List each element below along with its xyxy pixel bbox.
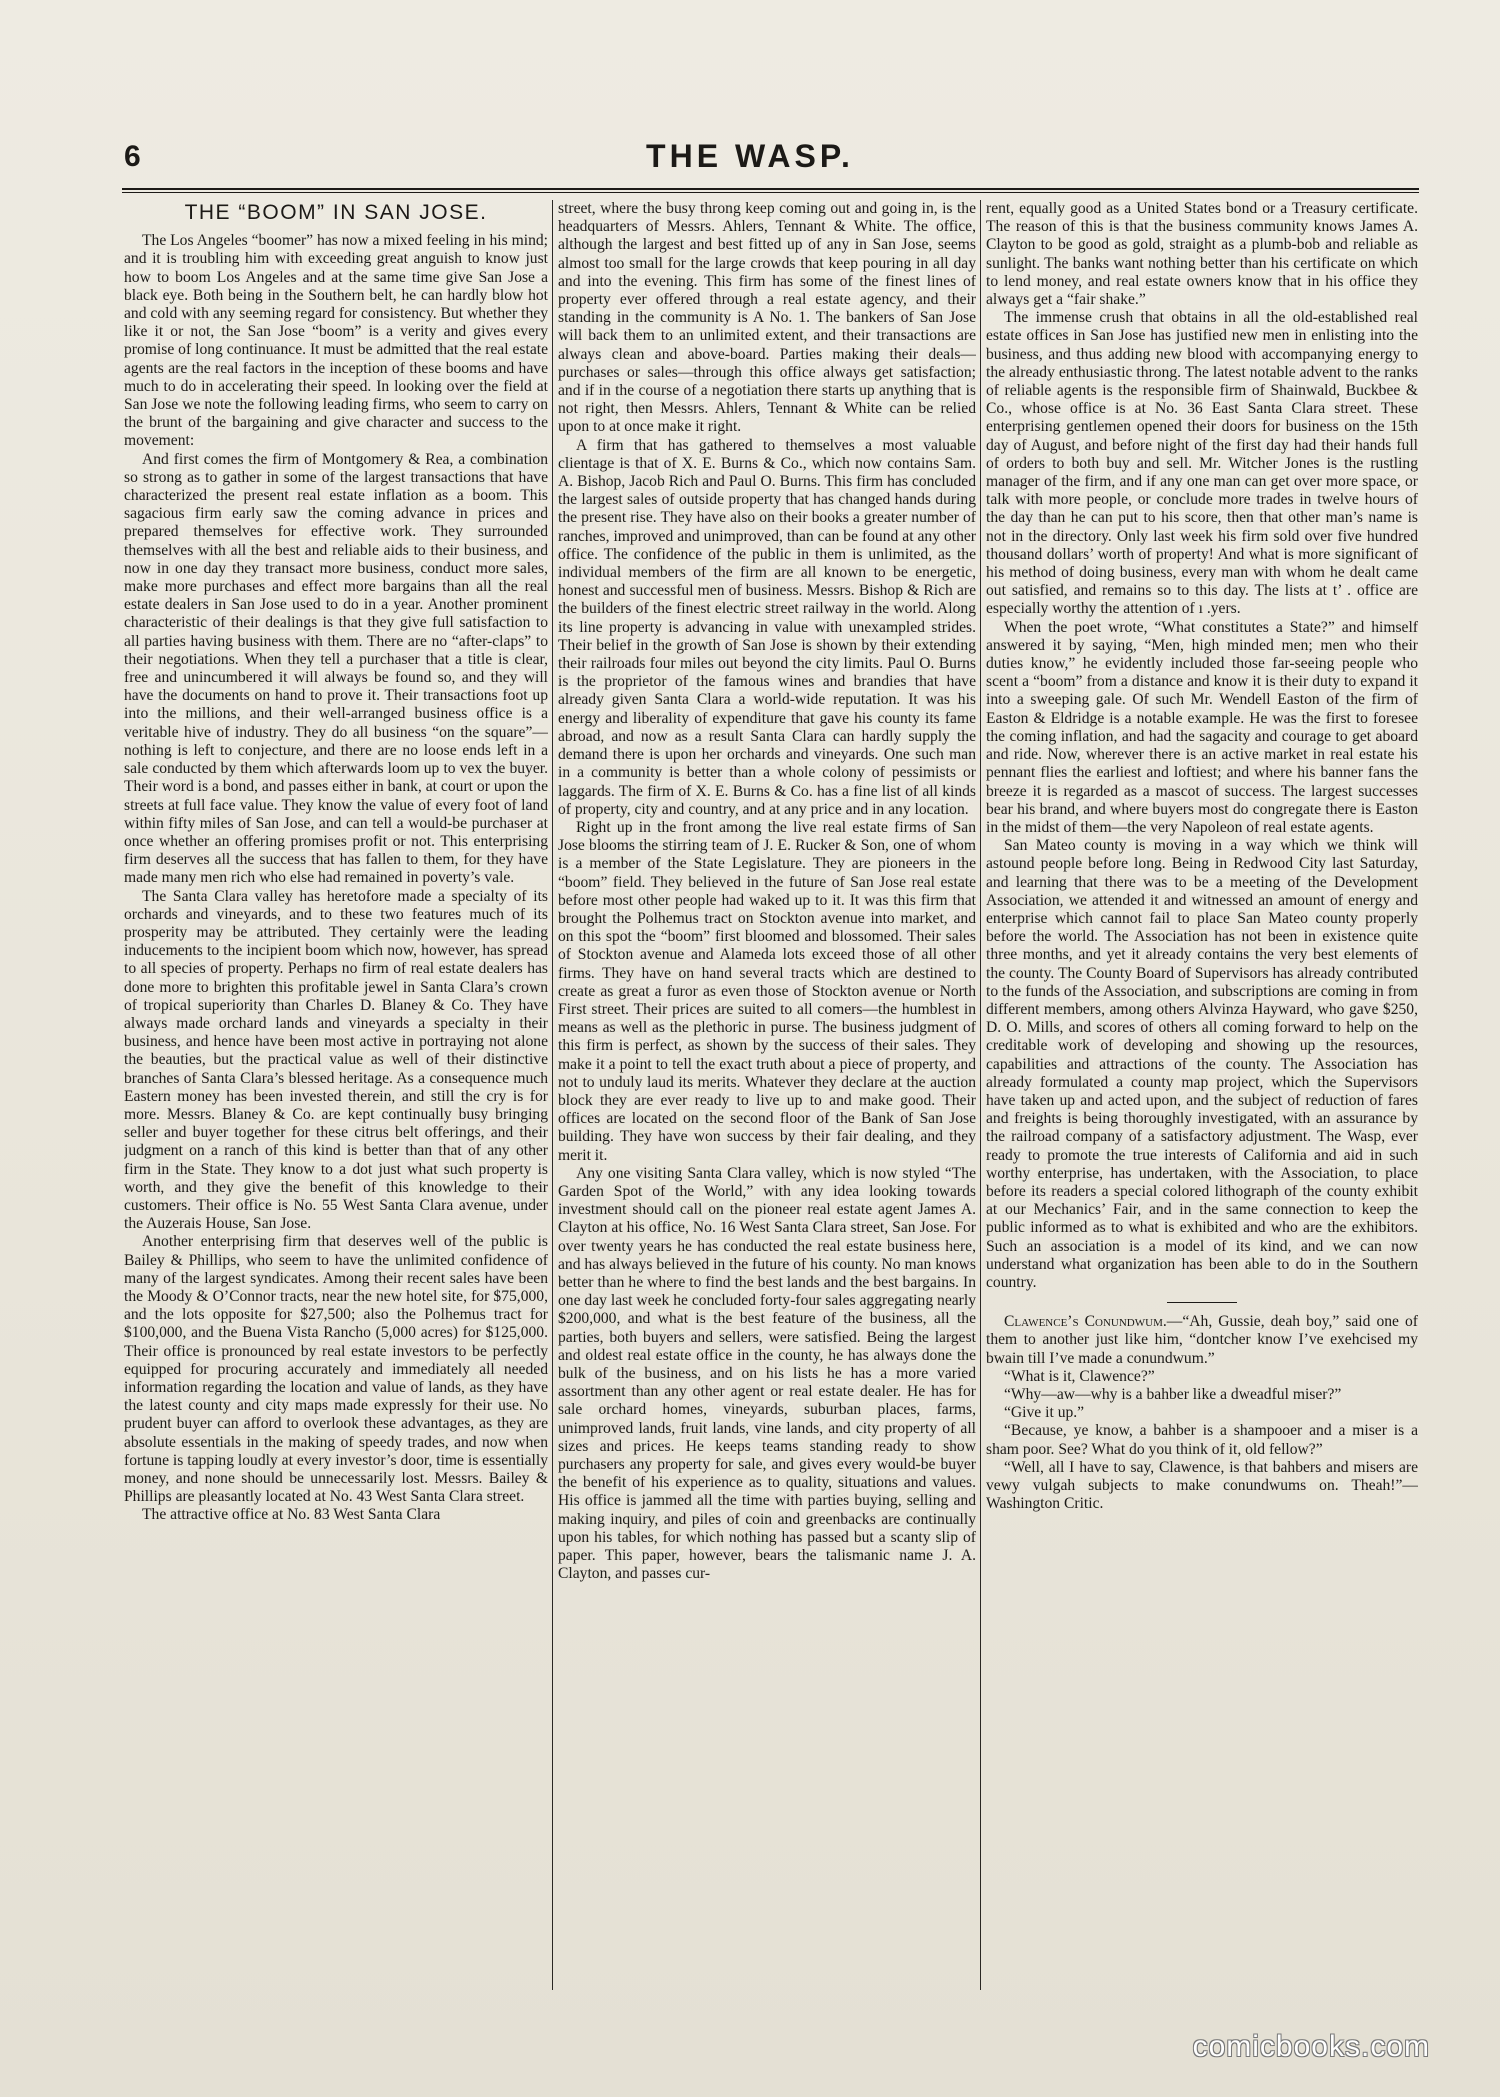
anecdote-line: “Because, ye know, a bahber is a shampooer and a miser is a sham poor. See? What do you think of it, old fellow?” xyxy=(986,1422,1418,1458)
paragraph: The immense crush that obtains in all the old-established real estate offices in San Jose has justified new men in enlisting into the business, and thus adding new blood with accompanying energy to the already enthusiastic throng. The latest notable advent to the ranks of reliable agents is the responsible firm of Shainwald, Buckbee & Co., whose office is at No. 36 East Santa Clara street. These enterprising gentlemen opened their doors for business on the 15th day of August, and before night of the first day had their hands full of orders to both buy and sell. Mr. Witcher Jones is the rustling manager of the firm, and if any one man can get over more space, or talk with more people, or conclude more trades in twelve hours of the day than he can put to his score, then that other man’s name is not in the directory. Only last week his firm sold over five hundred thousand dollars’ worth of property! And what is more significant of his method of doing business, every man with whom he dealt came out satisfied, and remains so to this day. The lists at t’ . office are especially worthy the attention of ı .yers. xyxy=(986,309,1418,618)
paragraph: San Mateo county is moving in a way which we think will astound people before long. Being in Redwood City last Saturday, and learning that there was to be a meeting of the Development Association, we attended it and witnessed an amount of energy and enterprise which cannot fail to place San Mateo county properly before the world. The Association has not been in existence quite three months, and yet it already contains the very best elements of the county. The County Board of Supervisors has already contributed to the funds of the Association, and subscriptions are coming in from different members, among others Alvinza Hayward, who gave $250, D. O. Mills, and scores of others all coming forward to help on the creditable work of developing and showing up the resources, capabilities and attractions of the county. The Association has already formulated a county map project, which the Supervisors have taken up and acted upon, and the subject of reduction of fares and freights is being thoroughly investigated, with an assurance by the railroad company of a satisfactory adjustment. The Wasp, ever ready to promote the true interests of California and aid in such worthy enterprise, has undertaken, with the Association, to place before its readers a special colored lithograph of the county exhibit at our Mechanics’ Fair, and in the same connection to keep the public informed as to what is exhibited and who are the exhibitors. Such an association is a model of its kind, and we can now understand what organization has been able to do in the Southern country. xyxy=(986,837,1418,1291)
paragraph: The Los Angeles “boomer” has now a mixed feeling in his mind; and it is troubling him with exceeding great anguish to know just how to boom Los Angeles and at the same time give San Jose a black eye. Both being in the Southern belt, he can hardly blow hot and cold with any seeming regard for consistency. But whether they like it or not, the San Jose “boom” is a verity and gives every promise of long continuance. It must be admitted that the real estate agents are the real factors in the inception of these booms and have much to do in accelerating their speed. In looking over the field at San Jose we note the following leading firms, who seem to carry on the brunt of the bargaining and give character and success to the movement: xyxy=(124,232,548,450)
paragraph: The Santa Clara valley has heretofore made a specialty of its orchards and vineyards, and to these two features much of its prosperity may be attributed. They certainly were the leading inducements to the incipient boom which now, however, has spread to all species of property. Perhaps no firm of real estate dealers has done more to brighten this profitable jewel in Santa Clara’s crown of tropical superiority than Charles D. Blaney & Co. They have always made orchard lands and vineyards a specialty in their business, and hence have been most active in portraying not alone the beauties, but the practical value as well of their distinctive branches of Santa Clara’s blessed heritage. As a consequence much Eastern money has been invested therein, and still the cry is for more. Messrs. Blaney & Co. are kept continually busy bringing seller and buyer together for these citrus belt offerings, and their judgment on a ranch of this kind is better than that of any other firm in the State. They know to a dot just what such property is worth, and they give the benefit of this knowledge to their customers. Their office is No. 55 West Santa Clara avenue, under the Auzerais House, San Jose. xyxy=(124,887,548,1233)
header-rule xyxy=(122,188,1419,190)
paragraph: Any one visiting Santa Clara valley, which is now styled “The Garden Spot of the World,” with any idea looking towards investment should call on the pioneer real estate agent James A. Clayton at his office, No. 16 West Santa Clara street, San Jose. For over twenty years he has conducted the real estate business here, and has always believed in the future of his county. No man knows better than he where to find the best lands and the best bargains. In one day last week he concluded forty-four sales aggregating nearly $200,000, and what is the best feature of the business, all the parties, both buyers and sellers, were satisfied. Being the largest and oldest real estate office in the county, he has always done the bulk of the business, and on his lists he has a more varied assortment than any other agent or real estate dealer. He has for sale orchard homes, vineyards, suburban places, farms, unimproved lands, fruit lands, vine lands, and city property of all sizes and prices. He keeps teams standing ready to show purchasers any property for sale, and gives every would-be buyer the benefit of his experience as to quality, situations and values. His office is jammed all the time with parties buying, selling and making inquiry, and piles of coin and greenbacks are continually upon his tables, for which nothing has passed but a scanty slip of paper. This paper, however, bears the talismanic name J. A. Clayton, and passes cur- xyxy=(558,1164,976,1583)
anecdote-paragraph xyxy=(986,1313,1418,1368)
anecdote-line: “Well, all I have to say, Clawence, is that bahbers and misers are vewy vulgah subjects to make conundwums on. Theah!”— Washington Critic. xyxy=(986,1458,1418,1513)
column-3 xyxy=(986,200,1418,1990)
paragraph: And first comes the firm of Montgomery & Rea, a combination so strong as to gather in some of the largest transactions that have characterized the present real estate inflation as a boom. This sagacious firm early saw the coming advance in prices and prepared themselves for effective work. They surrounded themselves with all the best and reliable aids to their business, and now in one day they transact more business, conduct more sales, make more purchases and effect more bargains than all the real estate dealers in San Jose used to do in a year. Another prominent characteristic of their dealings is that they give full satisfaction to all parties having business with them. There are no “after-claps” to their negotiations. When they tell a purchaser that a title is clear, free and unincumbered it will always be found so, and they will have the documents on hand to prove it. Their transactions foot up into the millions, and their well-arranged business office is a veritable hive of industry. They do all business “on the square”—nothing is left to conjecture, and there are no loose ends left in a sale conducted by them which afterwards loom up to vex the buyer. Their word is a bond, and passes either in bank, at court or upon the streets at full face value. They know the value of every foot of land within fifty miles of San Jose, and can tell a would-be purchaser at once whether an offering promises profit or not. This enterprising firm deserves all the success that has fallen to them, for they have made many men rich who else had remained in poverty’s vale. xyxy=(124,450,548,887)
paragraph: A firm that has gathered to themselves a most valuable clientage is that of X. E. Burns & Co., which now contains Sam. A. Bishop, Jacob Rich and Paul O. Burns. This firm has concluded the largest sales of outside property that has changed hands during the present rise. They have also on their books a greater number of ranches, improved and unimproved, than can be found at any other office. The confidence of the public in them is unlimited, as the individual members of the firm are all known to be energetic, honest and successful men of business. Messrs. Bishop & Rich are the builders of the finest electric street railway in the world. Along its line property is advancing in value with unexampled strides. Their belief in the growth of San Jose is shown by their extending their railroads four miles out beyond the city limits. Paul O. Burns is the proprietor of the famous wines and brandies that have already given Santa Clara a world-wide reputation. It was his energy and liberality of expenditure that gave his county its fame abroad, and now as a result Santa Clara can hardly supply the demand there is upon her orchards and vineyards. One such man in a community is better than a whole colony of pessimists or laggards. The firm of X. E. Burns & Co. has a fine list of all kinds of property, city and country, and at any price and in any location. xyxy=(558,436,976,818)
anecdote-line: —“Ah, Gussie, deah boy,” said one of them to another just like him, “dontcher know I’ve exehcised my bwain till I’ve made a conundwum.” xyxy=(986,1313,1418,1367)
watermark: comicbooks.com xyxy=(1192,2030,1430,2063)
column-1 xyxy=(124,200,548,1990)
anecdote-title: Clawence’s Conundwum. xyxy=(1004,1313,1167,1331)
column-divider xyxy=(980,200,981,1990)
masthead-title: THE WASP. xyxy=(646,138,854,174)
article-headline: THE “BOOM” IN SAN JOSE. xyxy=(184,201,488,224)
anecdote-line: “What is it, Clawence?” xyxy=(1004,1367,1155,1385)
header-rule-thin xyxy=(122,192,1419,193)
paragraph: When the poet wrote, “What constitutes a State?” and himself answered it by saying, “Men, high minded men; men who their duties know,” he evidently included those far-seeing people who scent a “boom” from a distance and know it is their duty to expand it into a sweeping gale. Of such Mr. Wendell Easton of the firm of Easton & Eldridge is a notable example. He was the first to foresee the coming inflation, and had the sagacity and courage to get aboard and ride. Now, wherever there is an active market in real estate his pennant flies the earliest and loftiest; and where his banner fans the breeze it is regarded as a mascot of success. The largest successes bear his brand, and where buyers most do congregate there is Easton in the midst of them—the very Napoleon of real estate agents. xyxy=(986,618,1418,836)
paragraph: Right up in the front among the live real estate firms of San Jose blooms the stirring team of J. E. Rucker & Son, one of whom is a member of the State Legislature. They are pioneers in the “boom” field. They believed in the future of San Jose real estate before most other people had waked up to it. It was this firm that brought the Polhemus tract on Stockton avenue into market, and on this spot the “boom” first bloomed and blossomed. Their sales of Stockton avenue and Alameda lots exceed those of all other firms. They have on hand several tracts which are destined to create as great a furor as even those of Stockton avenue or North First street. Their prices are suited to all comers—the humblest in means as well as the plethoric in purse. The business judgment of this firm is perfect, as shown by the success of their sales. They make it a point to tell the exact truth about a piece of property, and not to unduly laud its merits. Whatever they declare at the auction block they are ever ready to live up to and make good. Their offices are located on the second floor of the Bank of San Jose building. They have won success by their fair dealing, and they merit it. xyxy=(558,818,976,1164)
anecdote-line: “Why—aw—why is a bahber like a dweadful miser?” xyxy=(1004,1386,1342,1403)
anecdote-line: “Give it up.” xyxy=(1004,1404,1085,1422)
section-divider xyxy=(1167,1302,1237,1303)
paragraph: The attractive office at No. 83 West Santa Clara xyxy=(142,1506,441,1524)
column-2 xyxy=(558,200,976,1990)
column-divider xyxy=(552,200,553,1990)
paragraph: Another enterprising firm that deserves well of the public is Bailey & Phillips, who seem to have the unlimited confidence of many of the largest syndicates. Among their recent sales have been the Moody & O’Connor tracts, near the new hotel site, for $75,000, and the lots opposite for $27,500; also the Polhemus tract for $100,000, and the Buena Vista Rancho (5,000 acres) for $125,000. Their office is pronounced by real estate investors to be perfectly equipped for procuring accurately and immediately all needed information regarding the location and value of lands, as they have the latest county and city maps made expressly for their use. No prudent buyer can afford to overlook these advantages, as they are absolute essentials in the making of speedy trades, and now when fortune is tapping loudly at every investor’s door, time is essentially money, and none should be unnecessarily lost. Messrs. Bailey & Phillips are pleasantly located at No. 43 West Santa Clara street. xyxy=(124,1233,548,1506)
page-number: 6 xyxy=(124,140,141,173)
paragraph: street, where the busy throng keep coming out and going in, is the headquarters of Messrs. Ahlers, Tennant & White. The office, although the largest and best fitted up of any in San Jose, seems almost too small for the large crowds that keep pouring in all day and into the evening. This firm has some of the finest lines of property ever offered through a real estate agency, and their standing in the community is A No. 1. The bankers of San Jose will back them to an unlimited extent, and their transactions are always clean and above-board. Parties making their deals—purchases or sales—through this office always get satisfaction; and if in the course of a negotiation there starts up anything that is not right, then Messrs. Ahlers, Tennant & White can be relied upon to at once make it right. xyxy=(558,200,976,436)
paragraph: rent, equally good as a United States bond or a Treasury certificate. The reason of this is that the business community knows James A. Clayton to be good as gold, straight as a plumb-bob and reliable as sunlight. The banks want nothing better than his certificate on which to lend money, and real estate owners know that in his office they always get a “fair shake.” xyxy=(986,200,1418,309)
